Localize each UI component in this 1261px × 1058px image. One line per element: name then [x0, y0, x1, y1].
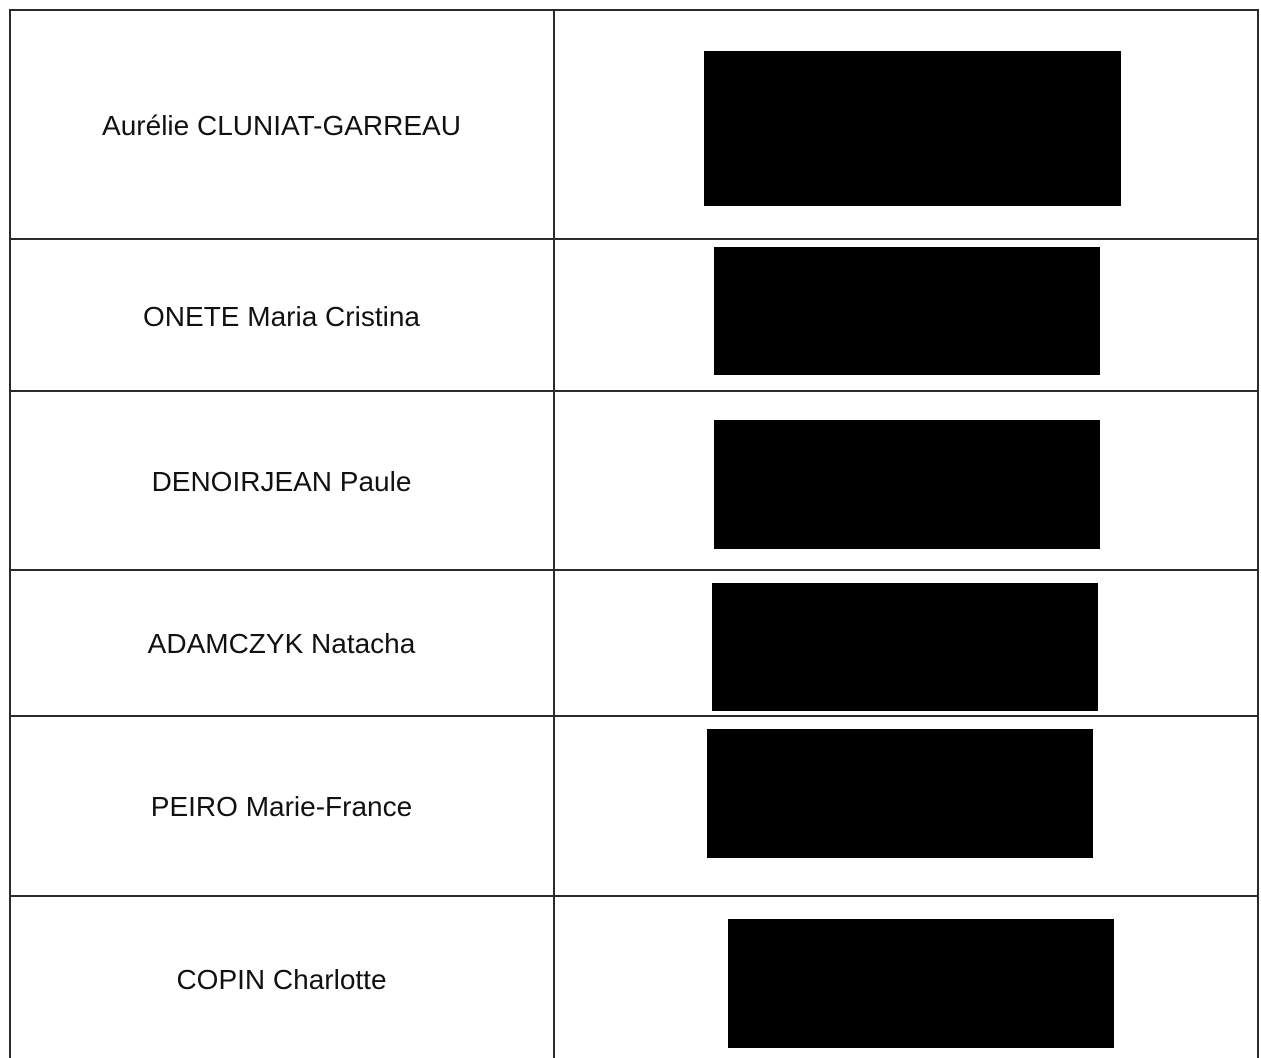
signatory-name: ONETE Maria Cristina	[143, 301, 420, 332]
redacted-signature	[728, 919, 1114, 1048]
signatory-name: DENOIRJEAN Paule	[151, 466, 412, 497]
redacted-signature	[712, 583, 1098, 711]
signatory-name: ADAMCZYK Natacha	[147, 628, 416, 659]
table-column-divider	[553, 9, 555, 1058]
row-divider	[9, 238, 1259, 240]
redacted-signature	[714, 247, 1100, 375]
row-divider	[9, 390, 1259, 392]
table-border-top	[9, 9, 1259, 11]
signatory-name: PEIRO Marie-France	[150, 791, 413, 822]
row-divider	[9, 895, 1259, 897]
redacted-signature	[707, 729, 1093, 858]
redacted-signature	[704, 51, 1121, 206]
row-divider	[9, 715, 1259, 717]
signatory-name: COPIN Charlotte	[176, 964, 387, 995]
redacted-signature	[714, 420, 1100, 549]
row-divider	[9, 569, 1259, 571]
table-border-right	[1257, 9, 1259, 1058]
table-border-left	[9, 9, 11, 1058]
signatory-name: Aurélie CLUNIAT-GARREAU	[102, 110, 461, 141]
